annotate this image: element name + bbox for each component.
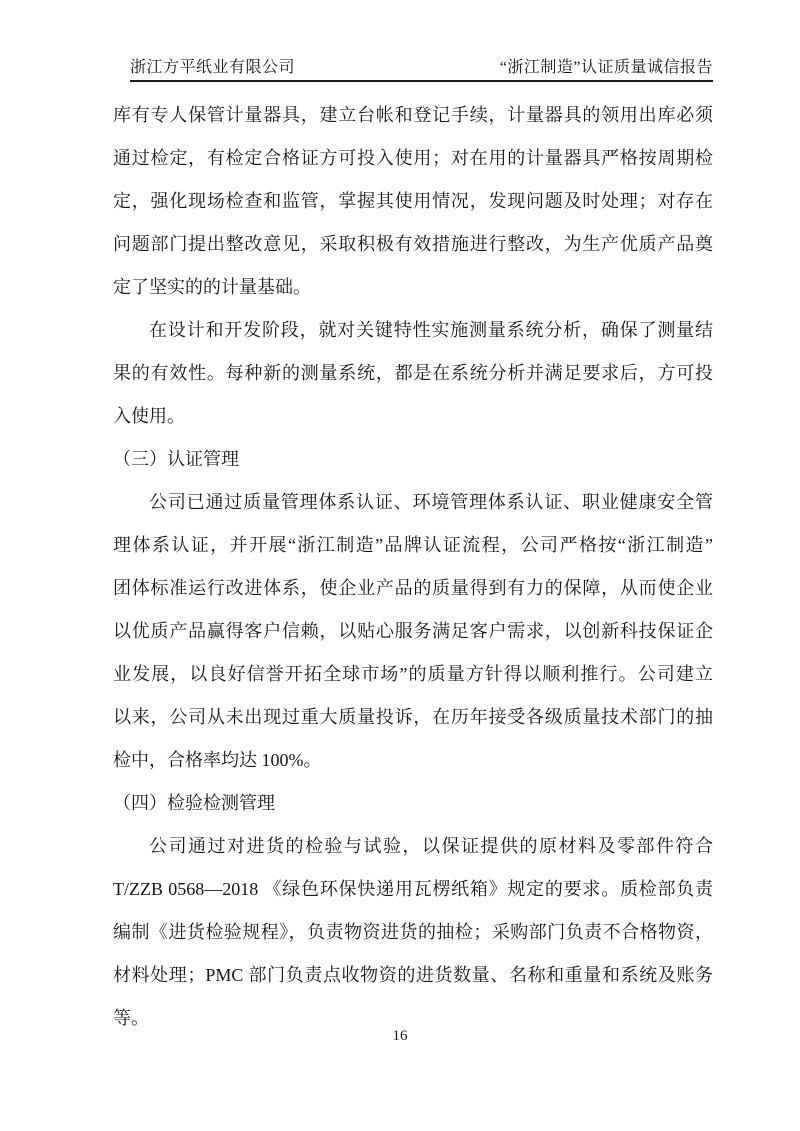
text-line: 入使用。 (113, 406, 185, 426)
text-line: 定，强化现场检查和监管，掌握其使用情况，发现问题及时处理；对存在 (113, 191, 713, 211)
text-line: 公司已通过质量管理体系认证、环境管理体系认证、职业健康安全管 (149, 492, 713, 512)
document-body (113, 94, 713, 1040)
text-line: 团体标准运行改进体系，使企业产品的质量得到有力的保障，从而使企业 (113, 578, 713, 598)
page-footer (0, 1028, 800, 1045)
header-report-title: “浙江制造”认证质量诚信报告 (499, 59, 713, 76)
text-line: T/ZZB 0568—2018 《绿色环保快递用瓦楞纸箱》规定的要求。质检部负责 (113, 879, 713, 899)
text-line: 在设计和开发阶段，就对关键特性实施测量系统分析，确保了测量结 (149, 320, 713, 340)
text-line: 果的有效性。每种新的测量系统，都是在系统分析并满足要求后，方可投 (113, 363, 713, 383)
text-line: 问题部门提出整改意见，采取积极有效措施进行整改，为生产优质产品奠 (113, 234, 713, 254)
text-line: 编制《进货检验规程》，负责物资进货的抽检；采购部门负责不合格物资， (113, 922, 713, 942)
text-line: 定了坚实的的计量基础。 (113, 277, 311, 297)
page-number: 16 (392, 1028, 408, 1044)
text-line: 库有专人保管计量器具，建立台帐和登记手续，计量器具的领用出库必须 (113, 105, 713, 125)
text-line: 检中，合格率均达 100%。 (113, 750, 322, 770)
text-line: 通过检定，有检定合格证方可投入使用；对在用的计量器具严格按周期检 (113, 148, 713, 168)
text-line: 以优质产品赢得客户信赖，以贴心服务满足客户需求，以创新科技保证企 (113, 621, 713, 641)
text-line: 公司通过对进货的检验与试验，以保证提供的原材料及零部件符合 (149, 836, 713, 856)
text-line: 以来，公司从未出现过重大质量投诉，在历年接受各级质量技术部门的抽 (113, 707, 713, 727)
section-heading: （四）检验检测管理 (113, 793, 275, 813)
text-line: 材料处理；PMC 部门负责点收物资的进货数量、名称和重量和系统及账务 (113, 965, 713, 985)
text-line: 业发展，以良好信誉开拓全球市场”的质量方针得以顺利推行。公司建立 (113, 664, 713, 684)
text-line: 等。 (113, 1008, 149, 1028)
page-header (130, 54, 713, 82)
header-company-name: 浙江方平纸业有限公司 (130, 59, 296, 76)
section-heading: （三）认证管理 (113, 449, 239, 469)
text-line: 理体系认证，并开展“浙江制造”品牌认证流程，公司严格按“浙江制造” (113, 535, 713, 555)
